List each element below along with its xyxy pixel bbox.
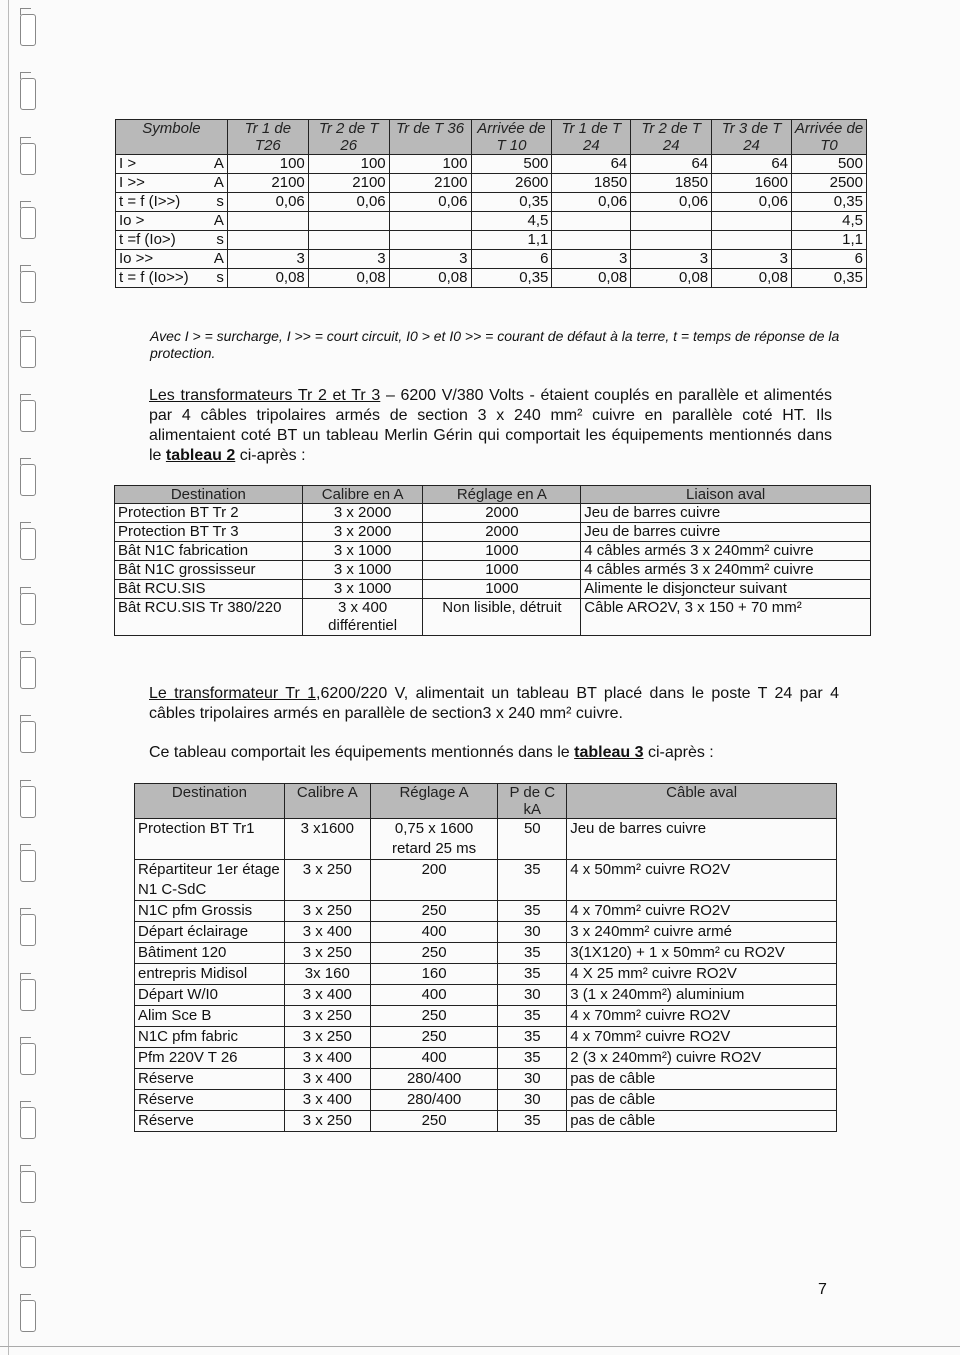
value-cell — [712, 212, 792, 231]
value-cell: 3 — [631, 250, 712, 269]
value-cell — [552, 231, 631, 250]
table-row — [116, 231, 867, 250]
value-cell — [227, 231, 308, 250]
value-cell: 2100 — [227, 174, 308, 193]
table-row — [115, 542, 871, 561]
value-cell: 4,5 — [792, 212, 867, 231]
table-cell: 4 X 25 mm² cuivre RO2V — [567, 964, 837, 985]
value-cell: 0,08 — [712, 269, 792, 288]
table-cell: Jeu de barres cuivre — [581, 504, 871, 523]
table-row — [115, 580, 871, 599]
table-cell: 3 x1600 — [284, 819, 370, 860]
table-cell: 30 — [498, 1090, 567, 1111]
table-cell: 400 — [370, 985, 498, 1006]
table-cell: Protection BT Tr 2 — [115, 504, 303, 523]
value-cell: 0,08 — [552, 269, 631, 288]
table-cell: 35 — [498, 860, 567, 901]
table-row — [135, 985, 837, 1006]
binder-hole-icon — [20, 850, 36, 882]
binder-holes — [20, 0, 42, 1355]
table-cell: 30 — [498, 985, 567, 1006]
column-header: Tr 1 de T 24 — [552, 120, 631, 155]
table-cell: 3 x 2000 — [302, 523, 423, 542]
column-header: Réglage en A — [423, 486, 581, 504]
table-cell: 250 — [370, 1027, 498, 1048]
value-cell: 64 — [712, 155, 792, 174]
value-cell: 3 — [389, 250, 471, 269]
value-cell — [308, 231, 389, 250]
value-cell: 0,08 — [227, 269, 308, 288]
table-cell: Non lisible, détruit — [423, 599, 581, 636]
value-cell: 2100 — [308, 174, 389, 193]
paragraph-transformer-tr1 — [149, 684, 839, 724]
unit-cell: s — [209, 193, 227, 212]
column-header: Réglage A — [370, 784, 498, 819]
table-cell: 250 — [370, 943, 498, 964]
table-cell: 280/400 — [370, 1090, 498, 1111]
legend-note: Avec I > = surcharge, I >> = court circuit, I0 > et I0 >> = courant de défaut à la terre, t = temps de réponse de la protection. — [150, 328, 840, 361]
table-row — [135, 860, 837, 901]
column-header: Symbole — [116, 120, 228, 155]
table-header-row — [135, 784, 837, 819]
binder-hole-icon — [20, 657, 36, 689]
table-row — [116, 193, 867, 212]
symbol-cell: I > — [116, 155, 210, 174]
table-row — [115, 561, 871, 580]
value-cell: 1850 — [631, 174, 712, 193]
table-cell: 2000 — [423, 523, 581, 542]
value-cell: 0,08 — [308, 269, 389, 288]
value-cell: 3 — [308, 250, 389, 269]
table-cell: Bât N1C grossisseur — [115, 561, 303, 580]
binder-hole-icon — [20, 207, 36, 239]
table-cell: 35 — [498, 1027, 567, 1048]
value-cell: 0,06 — [227, 193, 308, 212]
value-cell: 1600 — [712, 174, 792, 193]
binder-hole-icon — [20, 14, 36, 46]
value-cell: 0,35 — [471, 269, 552, 288]
table-row — [135, 1111, 837, 1132]
column-header: Arrivée de T0 — [792, 120, 867, 155]
table-cell: 30 — [498, 1069, 567, 1090]
table-cell: 3 x 250 — [284, 1027, 370, 1048]
table-cell: Départ éclairage — [135, 922, 285, 943]
table-cell: 3 x 400 — [284, 1069, 370, 1090]
protection-settings-table — [115, 119, 867, 288]
binder-hole-icon — [20, 1300, 36, 1332]
value-cell: 3 — [552, 250, 631, 269]
paragraph-text: ,6200/220 V, alimentait un tableau BT placé dans le poste T 24 par 4 câbles tripolaires armés en parallèle de section3 x 240 mm² cuivre. — [149, 685, 839, 722]
value-cell: 1850 — [552, 174, 631, 193]
table-row — [116, 250, 867, 269]
binder-hole-icon — [20, 143, 36, 175]
value-cell: 500 — [471, 155, 552, 174]
value-cell: 4,5 — [471, 212, 552, 231]
value-cell — [308, 212, 389, 231]
unit-cell: A — [209, 174, 227, 193]
paragraph-tail: ci-après : — [235, 447, 306, 464]
table-row — [135, 943, 837, 964]
symbol-cell: t = f (I>>) — [116, 193, 210, 212]
table-cell: 35 — [498, 1111, 567, 1132]
table-cell: 35 — [498, 1006, 567, 1027]
table-cell: 160 — [370, 964, 498, 985]
table-cell: Bâtiment 120 — [135, 943, 285, 964]
equipment-table-3 — [134, 783, 837, 1132]
value-cell: 6 — [792, 250, 867, 269]
column-header: Tr 1 de T26 — [227, 120, 308, 155]
table-cell: pas de câble — [567, 1090, 837, 1111]
table-cell: Pfm 220V T 26 — [135, 1048, 285, 1069]
column-header: Arrivée de T 10 — [471, 120, 552, 155]
table-cell: Protection BT Tr1 — [135, 819, 285, 860]
column-header: Liaison aval — [581, 486, 871, 504]
table-cell: 3 x 250 — [284, 1006, 370, 1027]
table-cell: 3(1X120) + 1 x 50mm² cu RO2V — [567, 943, 837, 964]
table-cell: 35 — [498, 1048, 567, 1069]
value-cell: 3 — [712, 250, 792, 269]
value-cell: 0,35 — [792, 269, 867, 288]
table-cell: 4 câbles armés 3 x 240mm² cuivre — [581, 561, 871, 580]
table-cell: 35 — [498, 943, 567, 964]
table-row — [116, 269, 867, 288]
binder-hole-icon — [20, 1107, 36, 1139]
table-row — [135, 901, 837, 922]
value-cell: 0,06 — [552, 193, 631, 212]
table-row — [135, 1090, 837, 1111]
table-cell: 200 — [370, 860, 498, 901]
table-row — [135, 964, 837, 985]
unit-cell: A — [209, 212, 227, 231]
value-cell: 100 — [308, 155, 389, 174]
table-cell: 35 — [498, 901, 567, 922]
column-header: Destination — [115, 486, 303, 504]
table-cell: 250 — [370, 1111, 498, 1132]
binder-hole-icon — [20, 914, 36, 946]
table-row — [115, 504, 871, 523]
table-cell: N1C pfm Grossis — [135, 901, 285, 922]
table-row — [135, 1006, 837, 1027]
value-cell — [631, 212, 712, 231]
table-cell: 3 x 250 — [284, 943, 370, 964]
value-cell: 0,35 — [792, 193, 867, 212]
paragraph-table3-intro — [149, 743, 839, 763]
table-cell: entrepris Midisol — [135, 964, 285, 985]
value-cell: 0,06 — [712, 193, 792, 212]
binder-hole-icon — [20, 271, 36, 303]
table-cell: 0,75 x 1600 retard 25 ms — [370, 819, 498, 860]
symbol-cell: Io >> — [116, 250, 210, 269]
value-cell: 2100 — [389, 174, 471, 193]
binder-hole-icon — [20, 1171, 36, 1203]
table-cell: Jeu de barres cuivre — [567, 819, 837, 860]
column-header: Tr de T 36 — [389, 120, 471, 155]
value-cell: 100 — [227, 155, 308, 174]
table-cell: 3 x 2000 — [302, 504, 423, 523]
value-cell — [631, 231, 712, 250]
table-cell: 250 — [370, 901, 498, 922]
paragraph-tail: ci-après : — [643, 744, 714, 761]
column-header: Calibre en A — [302, 486, 423, 504]
value-cell: 0,35 — [471, 193, 552, 212]
table-cell: 50 — [498, 819, 567, 860]
table-cell: N1C pfm fabric — [135, 1027, 285, 1048]
table-cell: 3 x 400 différentiel — [302, 599, 423, 636]
symbol-cell: I >> — [116, 174, 210, 193]
table-cell: 1000 — [423, 580, 581, 599]
table-row — [135, 1069, 837, 1090]
table-cell: Alim Sce B — [135, 1006, 285, 1027]
binder-hole-icon — [20, 336, 36, 368]
table-cell: 400 — [370, 922, 498, 943]
table-cell: 3 x 400 — [284, 1090, 370, 1111]
paragraph-lead: Les transformateurs Tr 2 et Tr 3 — [149, 387, 381, 404]
unit-cell: s — [209, 269, 227, 288]
paragraph-text: – 6200 V/380 Volts - étaient couplés en parallèle et alimentés par 4 câbles tripolaires armés de section 3 x 240 mm² cuivre en parallèle coté HT. Ils alimentaient coté BT un tableau Merlin Gérin qui comportait les équipements mentionnés dans le — [149, 387, 832, 464]
table-cell: 280/400 — [370, 1069, 498, 1090]
binder-hole-icon — [20, 721, 36, 753]
value-cell: 2600 — [471, 174, 552, 193]
paragraph-lead: Le transformateur Tr 1 — [149, 685, 317, 702]
symbol-cell: Io > — [116, 212, 210, 231]
table-cell: 400 — [370, 1048, 498, 1069]
table-cell: 3 x 400 — [284, 985, 370, 1006]
table-cell: Alimente le disjoncteur suivant — [581, 580, 871, 599]
table-row — [115, 523, 871, 542]
table-row — [135, 819, 837, 860]
bottom-rule — [0, 1346, 960, 1347]
table-header-row — [116, 120, 867, 155]
paragraph-transformers — [149, 386, 832, 466]
binder-hole-icon — [20, 78, 36, 110]
value-cell: 0,06 — [389, 193, 471, 212]
binder-hole-icon — [20, 593, 36, 625]
table-row — [135, 1027, 837, 1048]
binder-hole-icon — [20, 979, 36, 1011]
table-row — [116, 174, 867, 193]
value-cell: 0,08 — [631, 269, 712, 288]
table-cell: 3 x 1000 — [302, 580, 423, 599]
value-cell: 1,1 — [471, 231, 552, 250]
table-cell: 4 câbles armés 3 x 240mm² cuivre — [581, 542, 871, 561]
table-cell: 3x 160 — [284, 964, 370, 985]
table-cell: 2000 — [423, 504, 581, 523]
table-cell: 30 — [498, 922, 567, 943]
table-cell: Réserve — [135, 1069, 285, 1090]
binder-hole-icon — [20, 1043, 36, 1075]
value-cell — [552, 212, 631, 231]
table-cell: 4 x 70mm² cuivre RO2V — [567, 901, 837, 922]
value-cell: 0,06 — [631, 193, 712, 212]
table-cell: Départ W/I0 — [135, 985, 285, 1006]
table-cell: Bât RCU.SIS Tr 380/220 — [115, 599, 303, 636]
table-header-row — [115, 486, 871, 504]
table-cell: pas de câble — [567, 1111, 837, 1132]
table-cell: 3 x 400 — [284, 1048, 370, 1069]
binder-hole-icon — [20, 786, 36, 818]
column-header: Tr 3 de T 24 — [712, 120, 792, 155]
table-cell: Réserve — [135, 1111, 285, 1132]
unit-cell: s — [209, 231, 227, 250]
binder-hole-icon — [20, 464, 36, 496]
table-cell: Jeu de barres cuivre — [581, 523, 871, 542]
column-header: Destination — [135, 784, 285, 819]
value-cell: 64 — [631, 155, 712, 174]
value-cell — [227, 212, 308, 231]
binder-hole-icon — [20, 400, 36, 432]
table-cell: 4 x 70mm² cuivre RO2V — [567, 1027, 837, 1048]
table-row — [116, 155, 867, 174]
column-header: Câble aval — [567, 784, 837, 819]
table-cell: 3 x 1000 — [302, 561, 423, 580]
column-header: Tr 2 de T 26 — [308, 120, 389, 155]
table-cell: Câble ARO2V, 3 x 150 + 70 mm² — [581, 599, 871, 636]
binder-hole-icon — [20, 528, 36, 560]
table-cell: 3 x 1000 — [302, 542, 423, 561]
table-row — [116, 212, 867, 231]
value-cell: 1,1 — [792, 231, 867, 250]
table-row — [115, 599, 871, 636]
symbol-cell: t =f (Io>) — [116, 231, 210, 250]
column-header: P de C kA — [498, 784, 567, 819]
value-cell: 64 — [552, 155, 631, 174]
equipment-table-2 — [114, 485, 871, 636]
table-cell: 4 x 50mm² cuivre RO2V — [567, 860, 837, 901]
table-cell: Réserve — [135, 1090, 285, 1111]
table-cell: Répartiteur 1er étage N1 C-SdC — [135, 860, 285, 901]
value-cell — [389, 212, 471, 231]
table-reference: tableau 2 — [165, 447, 236, 464]
value-cell: 0,06 — [308, 193, 389, 212]
table-cell: 250 — [370, 1006, 498, 1027]
paragraph-text: Ce tableau comportait les équipements mentionnés dans le — [149, 744, 575, 761]
table-cell: 1000 — [423, 542, 581, 561]
value-cell — [389, 231, 471, 250]
table-cell: 2 (3 x 240mm²) cuivre RO2V — [567, 1048, 837, 1069]
value-cell: 0,08 — [389, 269, 471, 288]
table-cell: 3 x 400 — [284, 922, 370, 943]
symbol-cell: t = f (Io>>) — [116, 269, 210, 288]
table-cell: 3 x 250 — [284, 901, 370, 922]
table-cell: Bât RCU.SIS — [115, 580, 303, 599]
column-header: Calibre A — [284, 784, 370, 819]
table-cell: 35 — [498, 964, 567, 985]
page-edge — [8, 0, 9, 1355]
value-cell: 500 — [792, 155, 867, 174]
table-cell: 3 x 250 — [284, 860, 370, 901]
value-cell: 3 — [227, 250, 308, 269]
value-cell: 6 — [471, 250, 552, 269]
table-cell: 3 x 250 — [284, 1111, 370, 1132]
value-cell: 100 — [389, 155, 471, 174]
table-cell: 3 (1 x 240mm²) aluminium — [567, 985, 837, 1006]
binder-hole-icon — [20, 1236, 36, 1268]
table-row — [135, 1048, 837, 1069]
table-cell: 3 x 240mm² cuivre armé — [567, 922, 837, 943]
table-cell: pas de câble — [567, 1069, 837, 1090]
table-cell: Bât N1C fabrication — [115, 542, 303, 561]
table-cell: 4 x 70mm² cuivre RO2V — [567, 1006, 837, 1027]
unit-cell: A — [209, 155, 227, 174]
value-cell — [712, 231, 792, 250]
table-reference: tableau 3 — [574, 744, 644, 761]
table-row — [135, 922, 837, 943]
table-cell: Protection BT Tr 3 — [115, 523, 303, 542]
column-header: Tr 2 de T 24 — [631, 120, 712, 155]
value-cell: 2500 — [792, 174, 867, 193]
page-number: 7 — [818, 1281, 827, 1298]
table-cell: 1000 — [423, 561, 581, 580]
unit-cell: A — [209, 250, 227, 269]
